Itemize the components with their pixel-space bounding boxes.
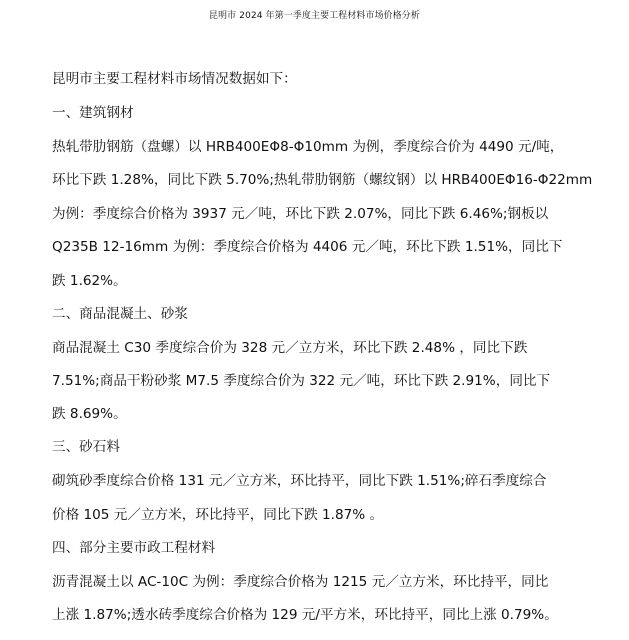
section-text-line: 为例：季度综合价格为 3937 元／吨，环比下跌 2.07%，同比下跌 6.46%;钢板以 <box>52 206 549 222</box>
section-text-line: 7.51%;商品干粉砂浆 M7.5 季度综合价为 322 元／吨，环比下跌 2.91%，同比下 <box>52 373 551 389</box>
section-text-line: 商品混凝土 C30 季度综合价为 328 元／立方米，环比下跌 2.48% ，同比下跌 <box>52 340 528 356</box>
section-heading-municipal: 四、部分主要市政工程材料 <box>52 540 216 556</box>
section-text-line: 跌 8.69%。 <box>52 406 127 422</box>
section-text-line: 热轧带肋钢筋（盘螺）以 HRB400EΦ8-Φ10mm 为例，季度综合价为 4490 元/吨， <box>52 139 564 155</box>
section-heading-concrete: 二、商品混凝土、砂浆 <box>52 306 188 322</box>
section-text-line: 上涨 1.87%;透水砖季度综合价格为 129 元/平方米，环比持平，同比上涨 0.79%。 <box>52 607 558 623</box>
section-text-line: 价格 105 元／立方米，环比持平，同比下跌 1.87% 。 <box>52 507 384 523</box>
section-text-line: 跌 1.62%。 <box>52 273 127 289</box>
section-heading-aggregate: 三、砂石料 <box>52 439 120 455</box>
section-heading-steel: 一、建筑钢材 <box>52 105 134 121</box>
section-text-line: 环比下跌 1.28%，同比下跌 5.70%;热轧带肋钢筋（螺纹钢）以 HRB400EΦ16-Φ22mm <box>52 172 593 188</box>
intro-text: 昆明市主要工程材料市场情况数据如下： <box>52 71 297 87</box>
document-title: 昆明市 2024 年第一季度主要工程材料市场价格分析 <box>209 11 420 21</box>
section-text-line: 砌筑砂季度综合价格 131 元／立方米，环比持平，同比下跌 1.51%;碎石季度综合 <box>52 473 547 489</box>
section-text-line: Q235B 12-16mm 为例：季度综合价格为 4406 元／吨，环比下跌 1.51%，同比下 <box>52 239 563 255</box>
section-text-line: 沥青混凝土以 AC-10C 为例：季度综合价格为 1215 元／立方米，环比持平，同比 <box>52 574 549 590</box>
